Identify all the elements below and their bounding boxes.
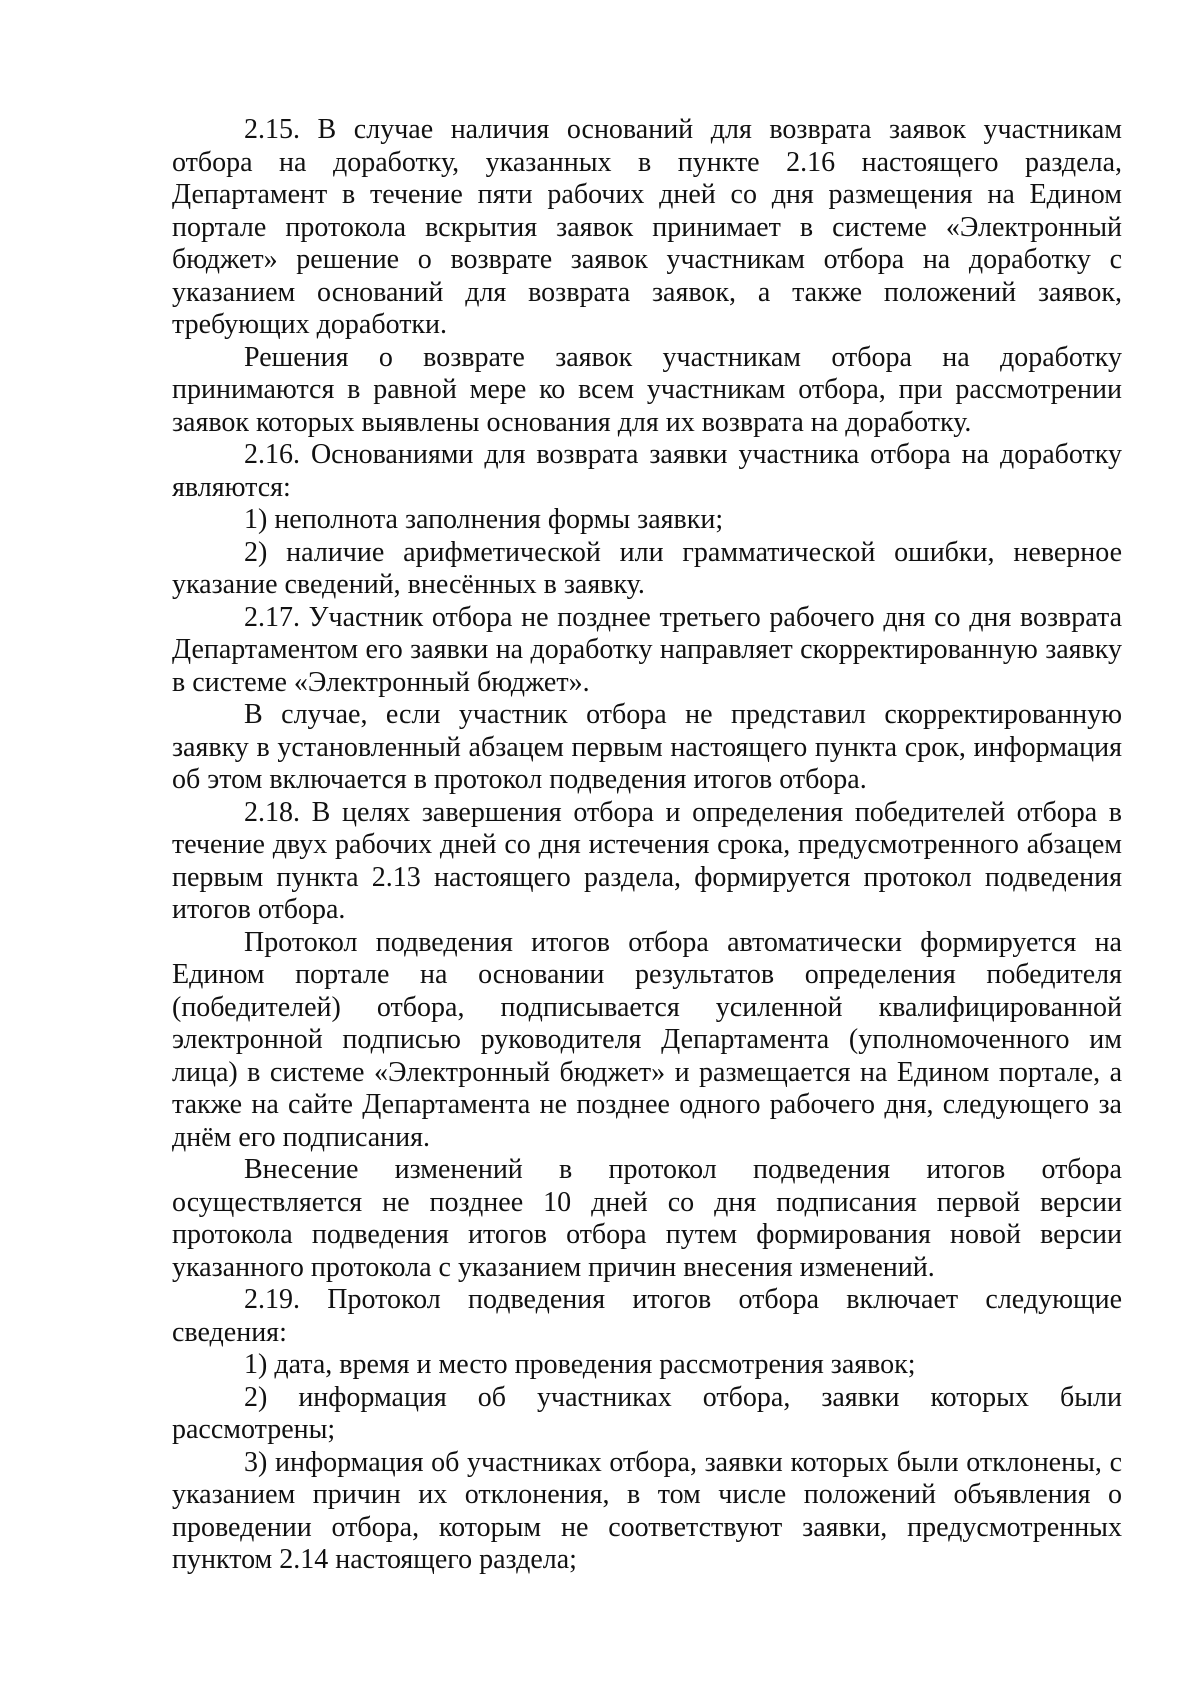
paragraph-2-17-not-submitted: В случае, если участник отбора не представил скорректированную заявку в установленный абзацем первым настоящего пункта срок, информация об этом включается в протокол подведения итогов отбора.	[172, 699, 1122, 795]
paragraph-return-decisions: Решения о возврате заявок участникам отбора на доработку принимаются в равной мере ко всем участникам отбора, при рассмотрении заявок которых выявлены основания для их возврата на доработку.	[172, 341, 1122, 438]
paragraph-protocol-formation: Протокол подведения итогов отбора автоматически формируется на Едином портале на основании результатов определения победителя (победителей) отбора, подписывается усиленной квалифицированной электронной подписью руководителя Департамента (уполномоченного им лица) в системе «Электронный бюджет» и размещается на Едином портале, а также на сайте Департамента не позднее одного рабочего дня, следующего за днём его подписания.	[172, 926, 1122, 1153]
paragraph-2-18: 2.18. В целях завершения отбора и определения победителей отбора в течение двух рабочих дней со дня истечения срока, предусмотренного абзацем первым пункта 2.13 настоящего раздела, формируется протокол подведения итогов отбора.	[172, 796, 1122, 925]
paragraph-2-19-item-1: 1) дата, время и место проведения рассмотрения заявок;	[244, 1349, 916, 1380]
paragraph-2-16-item-1: 1) неполнота заполнения формы заявки;	[244, 504, 724, 535]
paragraph-2-16-item-2: 2) наличие арифметической или грамматической ошибки, неверное указание сведений, внесённых в заявку.	[172, 536, 1122, 600]
document-page	[172, 114, 1122, 1577]
paragraph-2-17: 2.17. Участник отбора не позднее третьего рабочего дня со дня возврата Департаментом его заявки на доработку направляет скорректированную заявку в системе «Электронный бюджет».	[172, 601, 1122, 698]
paragraph-2-19: 2.19. Протокол подведения итогов отбора включает следующие сведения:	[172, 1284, 1122, 1348]
paragraph-2-19-item-2: 2) информация об участниках отбора, заявки которых были рассмотрены;	[172, 1381, 1122, 1445]
paragraph-2-16: 2.16. Основаниями для возврата заявки участника отбора на доработку являются:	[172, 439, 1122, 503]
paragraph-2-15: 2.15. В случае наличия оснований для возврата заявок участникам отбора на доработку, указанных в пункте 2.16 настоящего раздела, Департамент в течение пяти рабочих дней со дня размещения на Едином портале протокола вскрытия заявок принимает в системе «Электронный бюджет» решение о возврате заявок участникам отбора на доработку с указанием оснований для возврата заявок, а также положений заявок, требующих доработки.	[172, 114, 1122, 340]
paragraph-protocol-changes: Внесение изменений в протокол подведения итогов отбора осуществляется не позднее 10 дней со дня подписания первой версии протокола подведения итогов отбора путем формирования новой версии указанного протокола с указанием причин внесения изменений.	[172, 1154, 1122, 1283]
paragraph-2-19-item-3: 3) информация об участниках отбора, заявки которых были отклонены, с указанием причин их отклонения, в том числе положений объявления о проведении отбора, которым не соответствуют заявки, предусмотренных пунктом 2.14 настоящего раздела;	[172, 1446, 1122, 1575]
